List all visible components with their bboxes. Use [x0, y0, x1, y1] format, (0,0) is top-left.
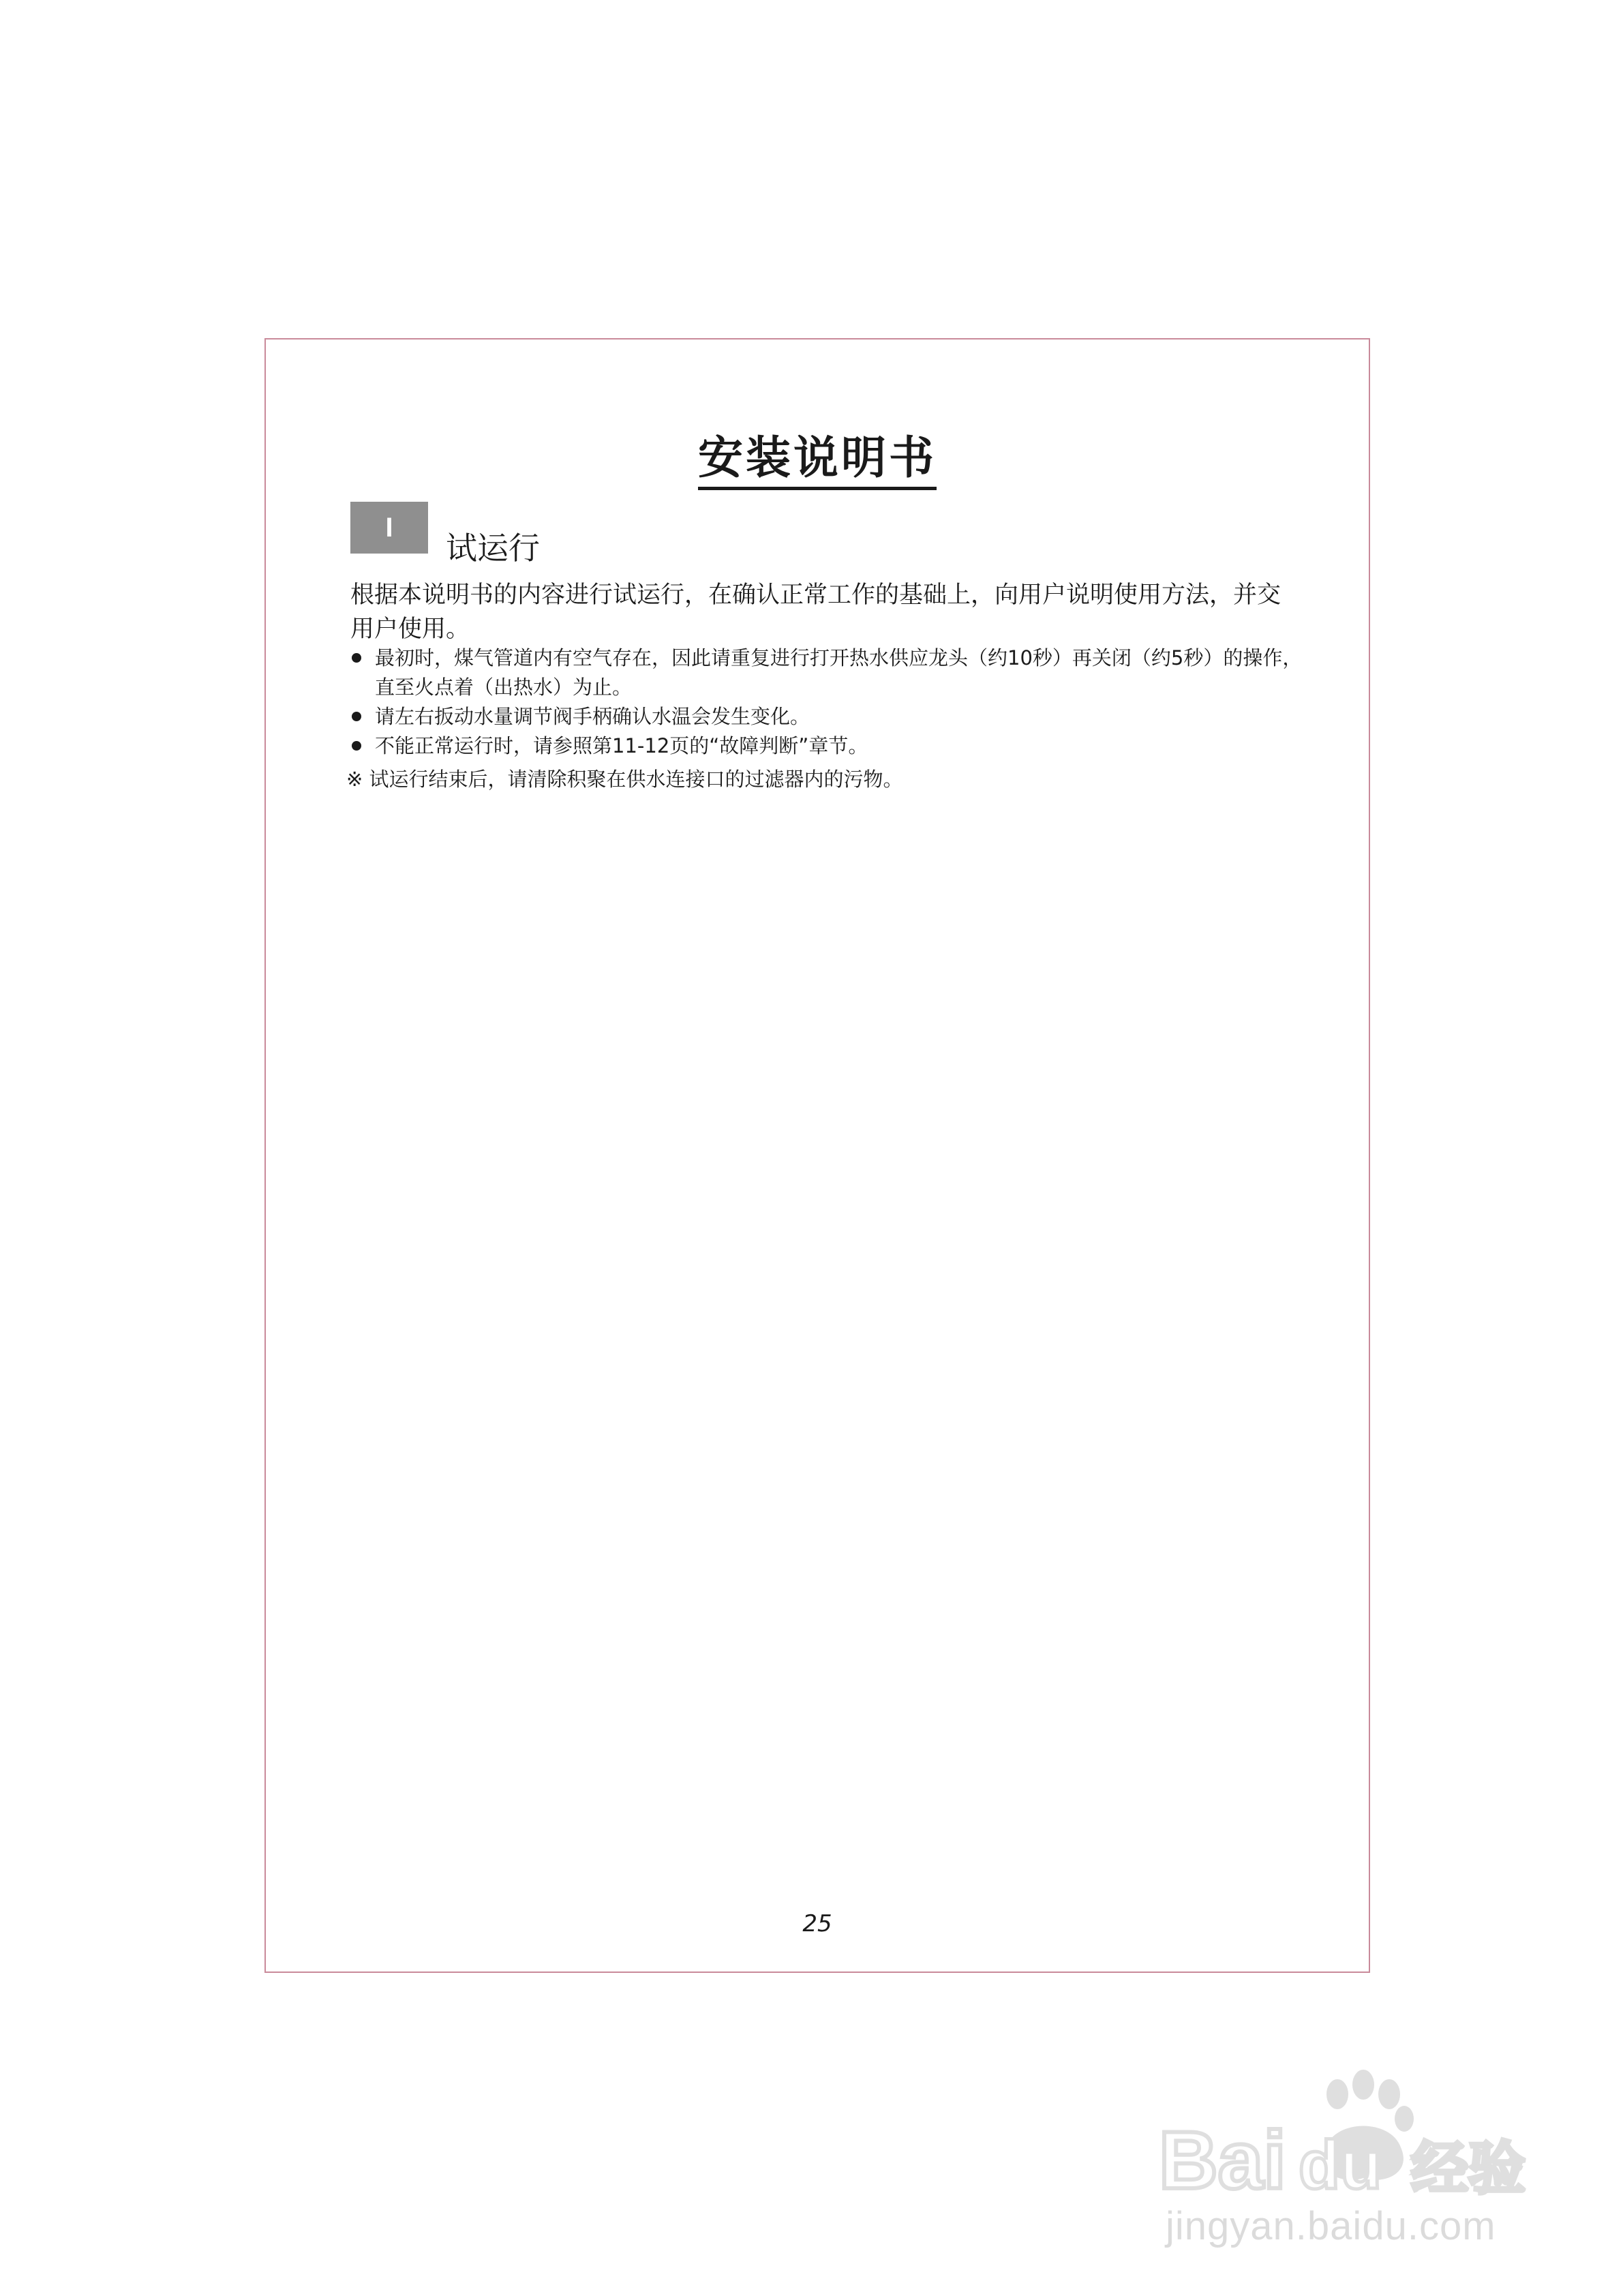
svg-text:du: du: [1299, 2127, 1382, 2203]
document-title: [266, 421, 1369, 486]
svg-text:经验: 经验: [1411, 2135, 1526, 2202]
svg-text:Bai: Bai: [1159, 2115, 1286, 2206]
section-number-badge: I: [350, 502, 428, 554]
note-item: [350, 731, 1305, 761]
note-item: [350, 702, 1305, 731]
note-text: 不能正常运行时，请参照第11-12页的“故障判断”章节。: [375, 734, 868, 757]
bullet-icon: [352, 741, 361, 751]
bullet-icon: [352, 653, 361, 663]
note-text: 最初时，煤气管道内有空气存在，因此请重复进行打开热水供应龙头（约10秒）再关闭（约5秒）的操作，直至火点着（出热水）为止。: [375, 646, 1303, 699]
page-number: 25: [802, 1910, 832, 1937]
remark-note: ※ 试运行结束后，请清除积聚在供水连接口的过滤器内的污物。: [346, 768, 903, 791]
page-frame: [264, 338, 1370, 1973]
bullet-icon: [352, 712, 361, 721]
notes-list: [350, 644, 1305, 761]
watermark-url: jingyan.baidu.com: [1166, 2204, 1496, 2248]
note-item: [350, 644, 1305, 702]
baidu-jingyan-watermark: [1159, 2059, 1541, 2256]
document-title-text: 安装说明书: [698, 432, 937, 490]
section-title: 试运行: [446, 530, 540, 567]
intro-paragraph: 根据本说明书的内容进行试运行，在确认正常工作的基础上，向用户说明使用方法，并交用户使用。: [350, 581, 1281, 643]
note-text: 请左右扳动水量调节阀手柄确认水温会发生变化。: [375, 705, 810, 728]
